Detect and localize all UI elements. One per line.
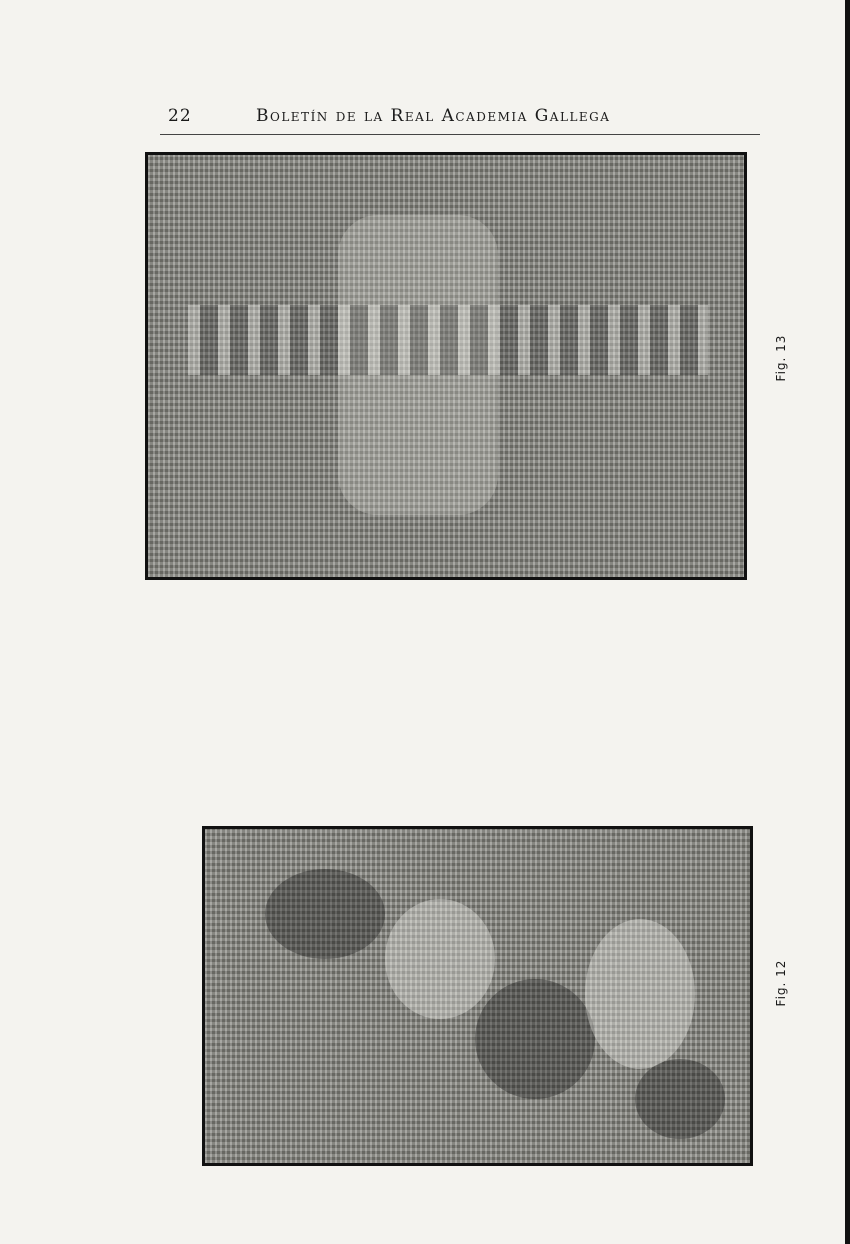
figure-13-photo — [145, 152, 747, 580]
figure-13-label: Fig. 13 — [774, 334, 788, 382]
figure-12-label: Fig. 12 — [774, 959, 788, 1007]
figure-12-texture — [385, 899, 495, 1019]
figure-12-texture — [265, 869, 385, 959]
page-edge — [845, 0, 850, 1244]
figure-12-photo — [202, 826, 753, 1166]
page-number: 22 — [168, 106, 192, 126]
page-header — [160, 104, 760, 135]
caption-area — [235, 596, 695, 793]
figure-13-texture — [188, 305, 708, 375]
running-title: Boletín de la Real Academia Gallega — [256, 106, 611, 126]
figure-12-texture — [585, 919, 695, 1069]
figure-12-texture — [635, 1059, 725, 1139]
figure-12-texture — [475, 979, 595, 1099]
